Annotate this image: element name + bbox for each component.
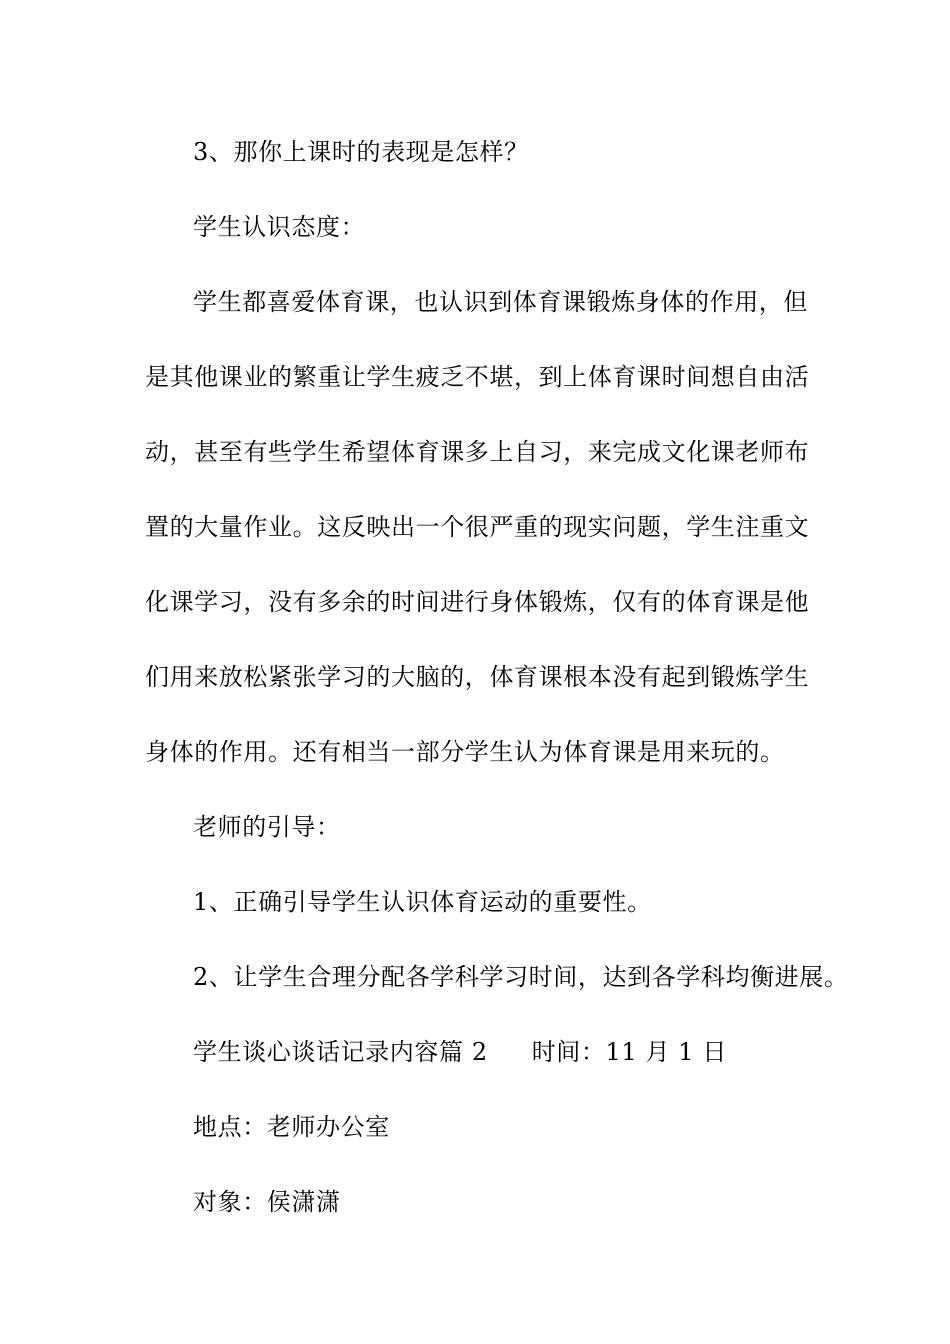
record-time: 时间：11 月 1 日	[531, 1038, 727, 1066]
guidance-item-1: 1、正确引导学生认识体育运动的重要性。	[193, 888, 652, 916]
paragraph-line-3: 动，甚至有些学生希望体育课多上自习，来完成文化课老师布	[145, 438, 810, 466]
question-3: 3、那你上课时的表现是怎样？	[193, 138, 529, 166]
paragraph-line-5: 化课学习，没有多余的时间进行身体锻炼，仅有的体育课是他	[145, 588, 810, 616]
paragraph-line-4: 置的大量作业。这反映出一个很严重的现实问题，学生注重文	[145, 513, 810, 541]
paragraph-line-2: 是其他课业的繁重让学生疲乏不堪，到上体育课时间想自由活	[145, 363, 810, 391]
paragraph-line-7: 身体的作用。还有相当一部分学生认为体育课是用来玩的。	[145, 738, 785, 766]
guidance-item-2: 2、让学生合理分配各学科学习时间，达到各学科均衡进展。	[193, 963, 849, 991]
record-title-line	[193, 1037, 727, 1067]
paragraph-line-6: 们用来放松紧张学习的大脑的，体育课根本没有起到锻炼学生	[145, 663, 810, 691]
paragraph-line-1: 学生都喜爱体育课，也认识到体育课锻炼身体的作用，但	[193, 288, 808, 316]
section-heading-student-attitude: 学生认识态度：	[193, 213, 366, 241]
section-heading-teacher-guidance: 老师的引导：	[193, 813, 341, 841]
record-subject: 对象：侯潇潇	[193, 1188, 341, 1216]
record-title: 学生谈心谈话记录内容篇 2	[193, 1038, 488, 1066]
record-location: 地点：老师办公室	[193, 1113, 390, 1141]
